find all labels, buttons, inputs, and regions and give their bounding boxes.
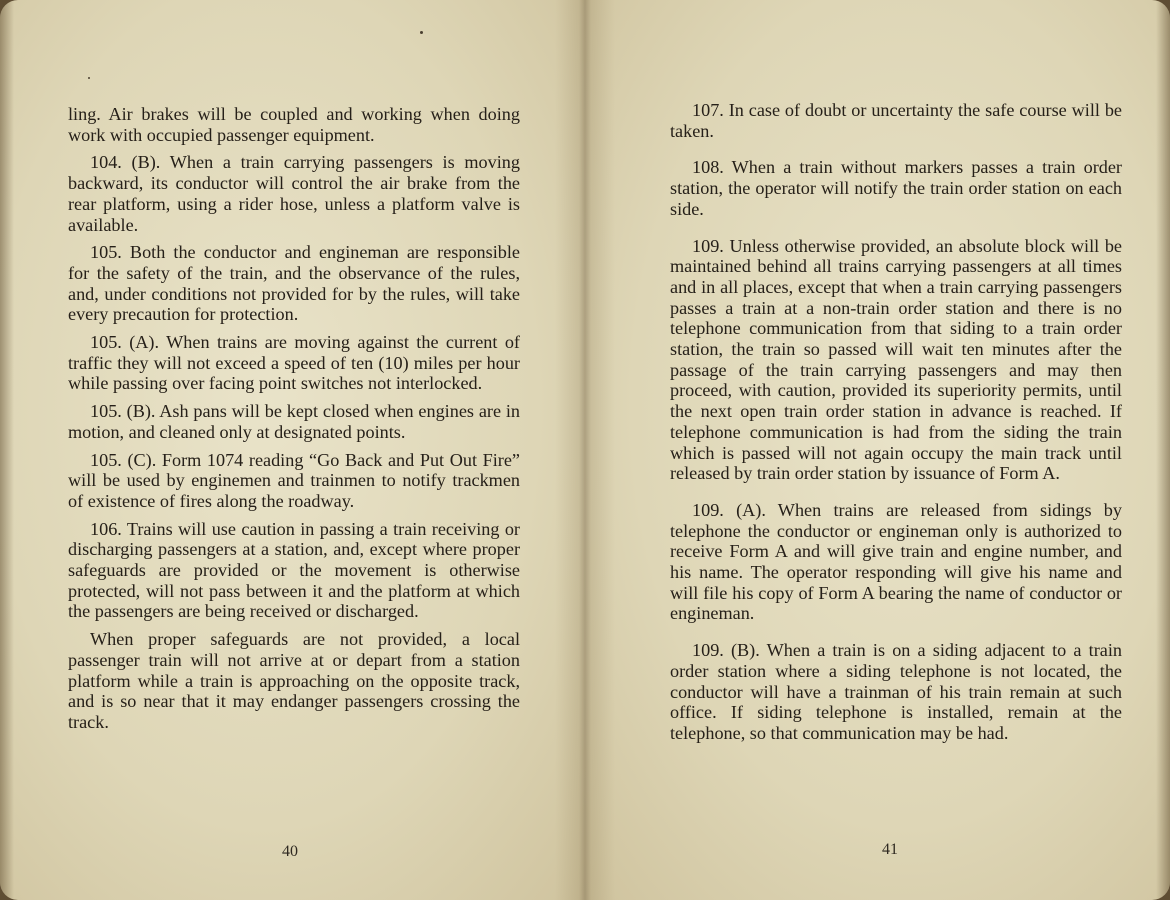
page-number-left: 40	[282, 843, 298, 860]
right-page-edge-shade	[1156, 0, 1170, 900]
rule-105: 105. Both the conductor and engineman are responsible for the safety of the train, and the observance of the rules, and, under conditions not provided for by the rules, will take every precaution for protection.	[68, 242, 520, 325]
rule-107: 107. In case of doubt or uncertainty the safe course will be taken.	[670, 100, 1122, 141]
rule-109-a: 109. (A). When trains are released from sidings by telephone the conductor or engineman only is authorized to receive Form A and will give train and engine number, and his name. The operator responding will give his name and will file his copy of Form A bearing the name of conductor or engineman.	[670, 499, 1122, 624]
rule-106: 106. Trains will use caution in passing a train receiving or discharging passengers at a station, and, except where proper safeguards are provided or the movement is otherwise protected, will not pass between it and the platform at which the passengers are being received or discharged.	[68, 518, 520, 622]
paper-speck	[88, 77, 90, 79]
rule-106-continued: When proper safeguards are not provided, a local passenger train will not arrive at or depart from a station platform while a train is approaching on the opposite track, and is so near that it may endanger passengers crossing the track.	[68, 629, 520, 732]
left-page-edge-shade	[0, 0, 14, 900]
rule-108: 108. When a train without markers passes a train order station, the operator will notify the train order station on each side.	[670, 157, 1122, 219]
left-page-text	[68, 104, 520, 740]
rule-105-a: 105. (A). When trains are moving against the current of traffic they will not exceed a speed of ten (10) miles per hour while passing over facing point switches not interlocked.	[68, 332, 520, 394]
right-page-text	[670, 100, 1122, 760]
paper-speck	[420, 31, 423, 34]
rule-109: 109. Unless otherwise provided, an absolute block will be maintained behind all trains carrying passengers at all times and in all places, except that when a train carrying passengers passes a train at a non-train order station and there is no telephone communication from that siding to a train order station, the train so passed will wait ten minutes after the passage of the train carrying passengers and may then proceed, with caution, provided its superiority permits, until the next open train order station in advance is reached. If telephone communication is had from the siding the train which is passed will not again occupy the main track until released by train order station by issuance of Form A.	[670, 235, 1122, 484]
rule-109-b: 109. (B). When a train is on a siding adjacent to a train order station where a siding telephone is not located, the conductor will have a trainman of his train remain at such office. If siding telephone is installed, remain at the telephone, so that communication may be had.	[670, 640, 1122, 743]
paragraph-continuation: ling. Air brakes will be coupled and working when doing work with occupied passenger equipment.	[68, 104, 520, 145]
rule-105-c: 105. (C). Form 1074 reading “Go Back and Put Out Fire” will be used by enginemen and trainmen to notify trackmen of existence of fires along the roadway.	[68, 449, 520, 511]
rule-104-b: 104. (B). When a train carrying passengers is moving backward, its conductor will control the air brake from the rear platform, using a rider hose, unless a platform valve is available.	[68, 152, 520, 235]
rule-105-b: 105. (B). Ash pans will be kept closed when engines are in motion, and cleaned only at designated points.	[68, 401, 520, 442]
page-number-right: 41	[882, 841, 898, 858]
